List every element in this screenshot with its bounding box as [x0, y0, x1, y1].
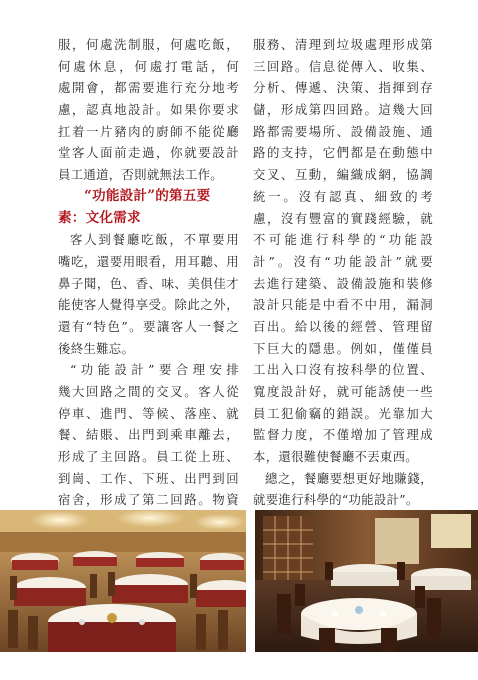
banquet-hall-image [0, 510, 246, 652]
text-line: 停車、進門、等候、落座、就 [58, 405, 239, 421]
text-line: 員工通道，否則就無法工作。 [58, 167, 223, 183]
text-line: 去進行建築、設備設施和裝修 [253, 275, 433, 291]
text-line: 宿舍，形成了第二回路。物資 [58, 492, 239, 508]
text-line: 儲，形成第四回路。這幾大回 [253, 102, 433, 118]
text-line: 慮，認真地設計。如果你要求 [58, 102, 239, 118]
dining-room-image [255, 510, 478, 652]
heading-line: 素：文化需求 [58, 209, 141, 226]
text-line: 寬度設計好，就可能誘使一些 [253, 384, 433, 399]
text-line: 嘴吃，還要用眼看，用耳聽、用 [58, 253, 239, 269]
left-paragraph-2 [58, 229, 239, 359]
text-line: 總之，餐廳要想更好地賺錢， [265, 470, 433, 486]
right-paragraph-1 [253, 34, 433, 468]
text-line: 處開會，都需要進行充分地考 [58, 80, 239, 96]
text-line: 幾大回路之間的交叉。客人從 [58, 384, 239, 399]
text-line: 到崗、工作、下班、出門到回 [58, 470, 239, 486]
text-line: 交叉、互動，編織成網，協調 [253, 167, 433, 183]
text-line: 計”。沒有“功能設計”就要 [253, 253, 433, 269]
text-line: 就要進行科學的“功能設計”。 [253, 492, 419, 508]
right-text-column [253, 34, 433, 511]
left-paragraph-1 [58, 34, 239, 186]
text-line: 路的支持，它們都是在動態中 [253, 145, 433, 161]
text-line: 路都需要場所、設備設施、通 [253, 123, 433, 139]
text-line: 還有“特色”。要讓客人一餐之 [58, 318, 239, 334]
left-paragraph-3 [58, 359, 239, 533]
text-line: 後終生難忘。 [58, 340, 135, 356]
left-text-column [58, 34, 239, 533]
right-paragraph-2 [253, 468, 433, 511]
text-line: 監督力度，不僅增加了管理成 [253, 427, 433, 443]
text-line: 堂客人面前走過，你就要設計 [58, 145, 239, 161]
text-line: “功能設計”要合理安排 [70, 362, 239, 378]
text-line: 服，何處洗制服，何處吃飯， [58, 37, 239, 52]
text-line: 何處休息，何處打電話，何 [58, 58, 239, 74]
text-line: 工出入口沒有按科學的位置、 [253, 362, 433, 378]
dining-room-photo [255, 510, 478, 652]
section-heading [58, 186, 239, 229]
text-line: 員工犯偷竊的錯誤。光靠加大 [253, 405, 433, 421]
text-line: 餐、結賬、出門到乘車離去， [58, 427, 239, 443]
text-line: 不可能進行科學的“功能設 [253, 232, 433, 248]
text-line: 百出。給以後的經營、管理留 [253, 318, 433, 334]
text-line: 扛着一片豬肉的廚師不能從廳 [58, 123, 239, 139]
text-line: 統一。沒有認真、細致的考 [253, 188, 433, 204]
text-line: 設計只能是中看不中用，漏洞 [253, 297, 433, 313]
text-line: 慮，沒有豐富的實踐經驗，就 [253, 210, 433, 226]
text-line: 下巨大的隱患。例如，僅僅員 [253, 340, 433, 356]
text-line: 三回路。信息從傳入、收集、 [253, 58, 433, 74]
text-line: 能使客人覺得享受。除此之外， [58, 297, 239, 313]
text-line: 鼻子聞，色、香、味、美俱佳才 [58, 275, 239, 291]
text-line: 客人到餐廳吃飯，不單要用 [70, 232, 239, 248]
text-line: 分析、傳遞、決策、指揮到存 [253, 80, 433, 96]
text-line: 形成了主回路。員工從上班、 [58, 449, 239, 465]
text-line: 本，還很難使餐廳不丟東西。 [253, 449, 418, 465]
text-line: 服務、清理到垃圾處理形成第 [253, 37, 433, 52]
heading-line: “功能設計”的第五要 [84, 187, 211, 204]
banquet-hall-photo [0, 510, 246, 652]
